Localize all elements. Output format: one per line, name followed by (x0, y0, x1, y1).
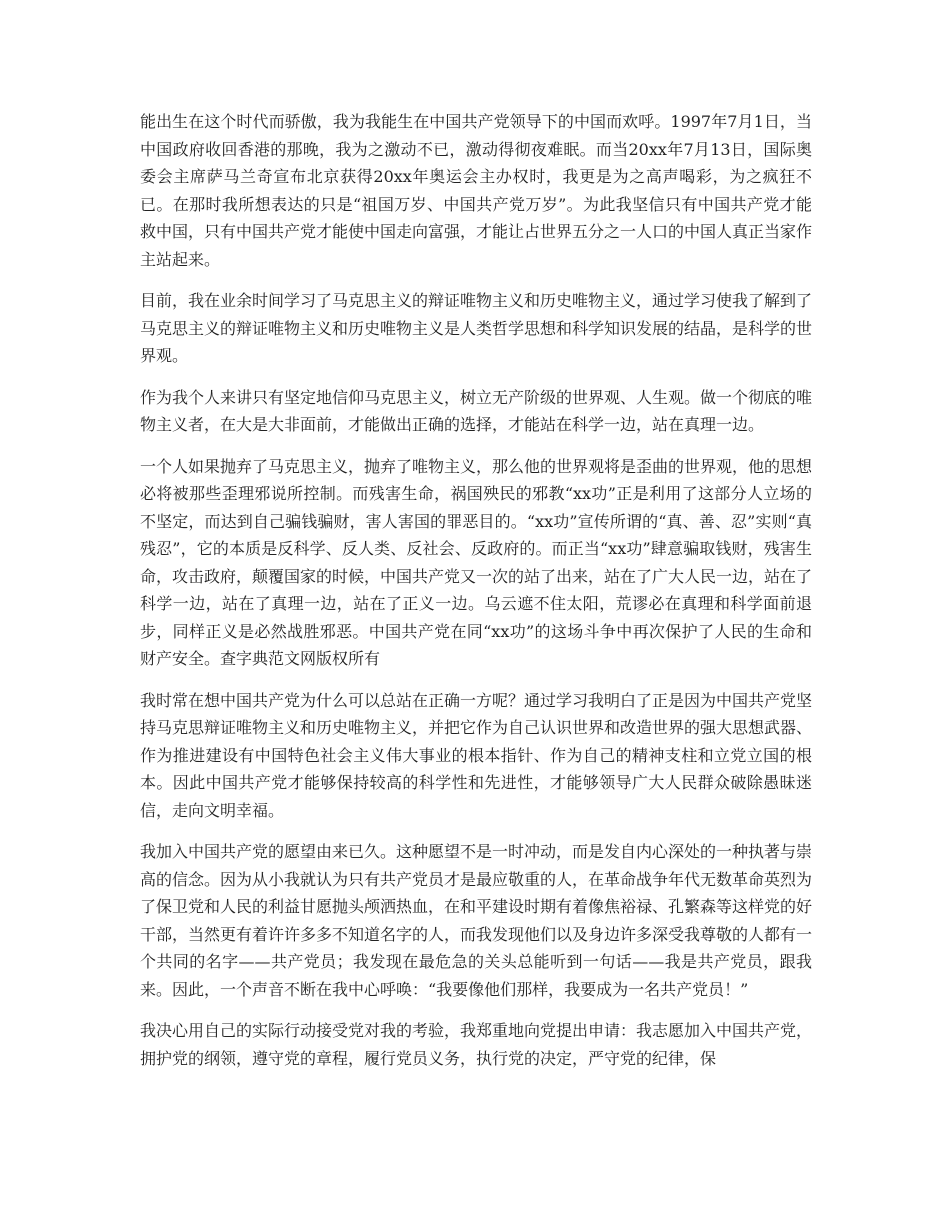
paragraph-6: 我加入中国共产党的愿望由来已久。这种愿望不是一时冲动，而是发自内心深处的一种执著与崇高的信念。因为从小我就认为只有共产党员才是最应敬重的人，在革命战争年代无数革命英烈为了保卫党和人民的利益甘愿抛头颅洒热血，在和平建设时期有着像焦裕禄、孔繁森等这样党的好干部，当然更有着许许多多不知道名字的人，而我发现他们以及身边许多深受我尊敬的人都有一个共同的名字——共产党员；我发现在最危急的关头总能听到一句话——我是共产党员，跟我来。因此，一个声音不断在我中心呼唤：“我要像他们那样，我要成为一名共产党员！” (140, 842, 813, 999)
paragraph-5: 我时常在想中国共产党为什么可以总站在正确一方呢？通过学习我明白了正是因为中国共产党坚持马克思辩证唯物主义和历史唯物主义，并把它作为自己认识世界和改造世界的强大思想武器、作为推进建设有中国特色社会主义伟大事业的根本指针、作为自己的精神支柱和立党立国的根本。因此中国共产党才能够保持较高的科学性和先进性，才能够领导广大人民群众破除愚昧迷信，走向文明幸福。 (140, 690, 813, 820)
paragraph-3: 作为我个人来讲只有坚定地信仰马克思主义，树立无产阶级的世界观、人生观。做一个彻底的唯物主义者，在大是大非面前，才能做出正确的选择，才能站在科学一边，站在真理一边。 (140, 387, 813, 434)
paragraph-7: 我决心用自己的实际行动接受党对我的考验，我郑重地向党提出申请：我志愿加入中国共产党，拥护党的纲领，遵守党的章程，履行党员义务，执行党的决定，严守党的纪律，保 (140, 1021, 813, 1068)
paragraph-2: 目前，我在业余时间学习了马克思主义的辩证唯物主义和历史唯物主义，通过学习使我了解到了马克思主义的辩证唯物主义和历史唯物主义是人类哲学思想和科学知识发展的结晶，是科学的世界观。 (140, 291, 813, 365)
document-page (140, 108, 812, 1086)
paragraph-1: 能出生在这个时代而骄傲，我为我能生在中国共产党领导下的中国而欢呼。1997年7月1日，当中国政府收回香港的那晚，我为之激动不已，激动得彻夜难眠。而当20xx年7月13日，国际奥委会主席萨马兰奇宣布北京获得20xx年奥运会主办权时，我更是为之高声喝彩，为之疯狂不已。在那时我所想表达的只是“祖国万岁、中国共产党万岁”。为此我坚信只有中国共产党才能救中国，只有中国共产党才能使中国走向富强，才能让占世界五分之一人口的中国人真正当家作主站起来。 (140, 112, 813, 269)
paragraph-4: 一个人如果抛弃了马克思主义，抛弃了唯物主义，那么他的世界观将是歪曲的世界观，他的思想必将被那些歪理邪说所控制。而残害生命，祸国殃民的邪教“xx功”正是利用了这部分人立场的不坚定，而达到自己骗钱骗财，害人害国的罪恶目的。“xx功”宣传所谓的“真、善、忍”实则“真残忍”，它的本质是反科学、反人类、反社会、反政府的。而正当“xx功”肆意骗取钱财，残害生命，攻击政府，颠覆国家的时候，中国共产党又一次的站了出来，站在了广大人民一边，站在了科学一边，站在了真理一边，站在了正义一边。乌云遮不住太阳，荒谬必在真理和科学面前退步，同样正义是必然战胜邪恶。中国共产党在同“xx功”的这场斗争中再次保护了人民的生命和财产安全。查字典范文网版权所有 (140, 456, 813, 668)
